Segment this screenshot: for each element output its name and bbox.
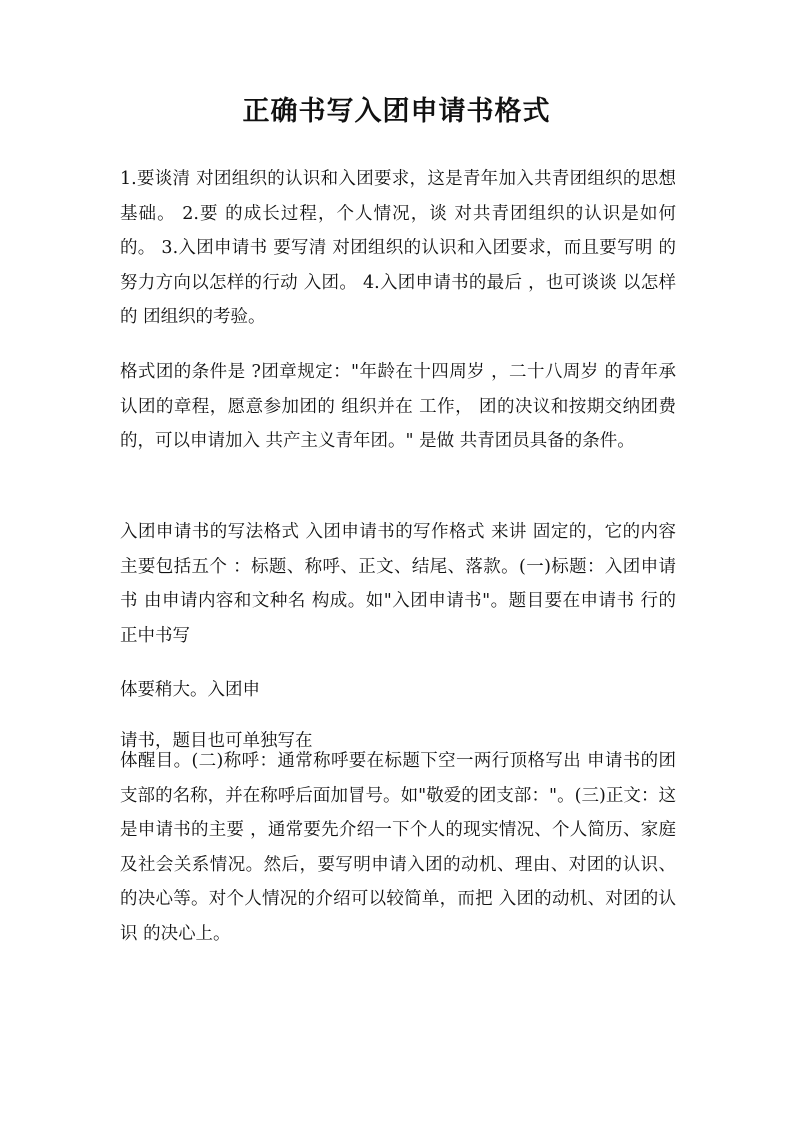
paragraph-5: 请书，题目也可单独写在: [120, 731, 313, 751]
paragraph-1: 1.要谈清 对团组织的认识和入团要求，这是青年加入共青团组织的思想基础。 2.要 的成长过程，个人情况，谈 对共青团组织的认识是如何 的。 3.入团申请书 要写清 对团组织的认识和入团要求，而且要写明 的努力方向以怎样的行动 入团。 4.入团申请书的最后 ，也可谈谈 以怎样的 团组织的考验。: [120, 169, 676, 327]
paragraph-4: 体要稍大。入团申: [120, 680, 260, 700]
document-title: 正确书写入团申请书格式: [242, 96, 551, 127]
paragraph-6: 体醒目。(二)称呼：通常称呼要在标题下空一两行顶格写出 申请书的团支部的名称，并在称呼后面加冒号。如"敬爱的团支部："。(三)正文：这是申请书的主要 ，通常要先介绍一下个人的现实情况、个人简历、家庭 及社会关系情况。然后，要写明申请入团的动机、理由、对团的认识、 的决心等。对个人情况的介绍可以较简单，而把 入团的动机、对团的认识 的决心上。: [120, 751, 676, 944]
paragraph-3: 入团申请书的写法格式 入团申请书的写作格式 来讲 固定的，它的内容主要包括五个 ：标题、称呼、正文、结尾、落款。(一)标题：入团申请书 由申请内容和文种名 构成。如"入团申请书"。题目要在申请书 行的正中书写: [120, 522, 676, 646]
paragraph-2: 格式团的条件是 ?团章规定："年龄在十四周岁 ，二十八周岁 的青年承认团的章程，愿意参加团的 组织并在 工作， 团的决议和按期交纳团费的，可以申请加入 共产主义青年团。" 是做 共青团员具备的条件。: [120, 362, 676, 451]
